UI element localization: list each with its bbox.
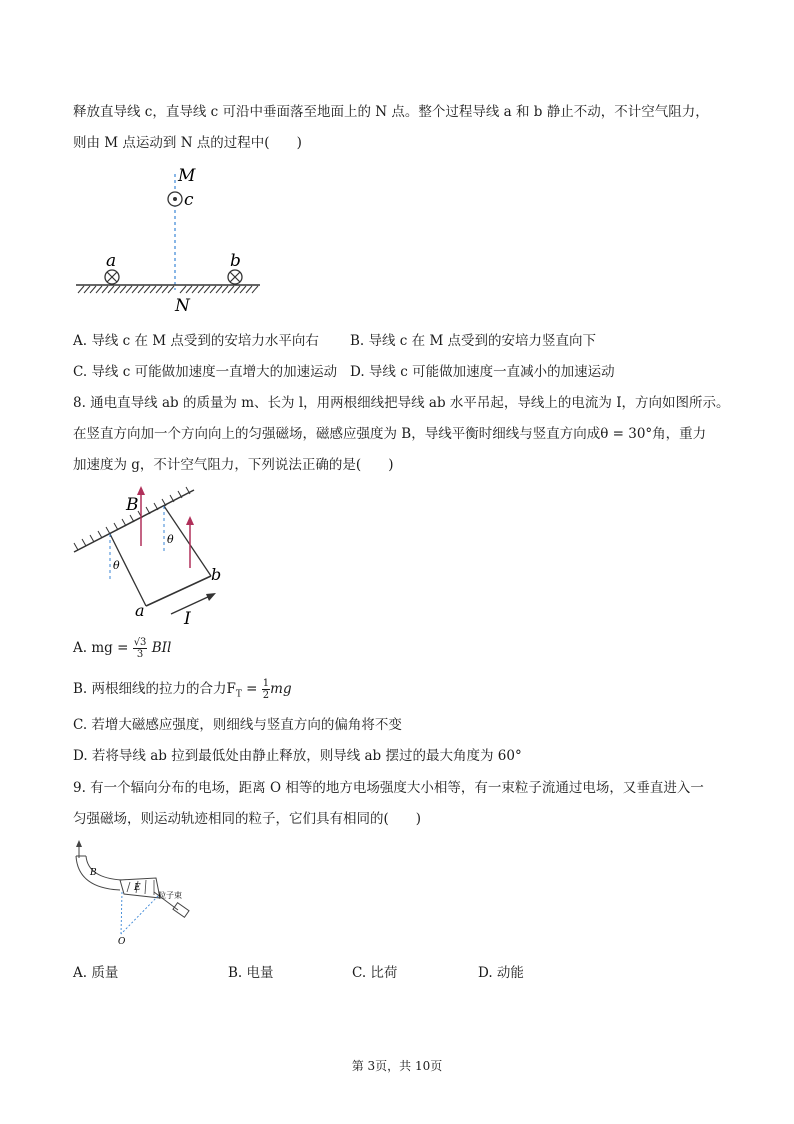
q8-text-line-3: 加速度为 g，不计空气阻力，下列说法正确的是( ) bbox=[73, 457, 394, 473]
q7-option-a: A. 导线 c 在 M 点受到的安培力水平向右 bbox=[73, 333, 319, 349]
q9-option-c: C. 比荷 bbox=[352, 965, 398, 981]
q8-option-b-suffix: mg bbox=[270, 681, 292, 697]
label-particle-beam: 粒子束 bbox=[158, 891, 182, 900]
label-M: M bbox=[178, 166, 196, 186]
q7-option-c: C. 导线 c 可能做加速度一直增大的加速运动 bbox=[73, 364, 338, 380]
label-theta-left: θ bbox=[113, 559, 120, 572]
fraction-denominator: 2 bbox=[262, 690, 270, 701]
label-B-field: B bbox=[126, 495, 139, 515]
q9-option-d: D. 动能 bbox=[478, 965, 524, 981]
q7-figure bbox=[70, 162, 270, 314]
label-c: c bbox=[184, 190, 194, 210]
label-a: a bbox=[106, 251, 117, 271]
page-footer: 第 3页，共 10页 bbox=[351, 1059, 443, 1073]
q8-option-b-prefix: B. 两根细线的拉力的合力F bbox=[73, 681, 236, 697]
q7-option-b: B. 导线 c 在 M 点受到的安培力竖直向下 bbox=[350, 333, 597, 349]
label-B-region: B bbox=[90, 868, 97, 878]
q8-option-d: D. 若将导线 ab 拉到最低处由静止释放，则导线 ab 摆过的最大角度为 60° bbox=[73, 748, 522, 764]
q8-figure bbox=[70, 482, 230, 628]
q7-text-line-2: 则由 M 点运动到 N 点的过程中( ) bbox=[73, 135, 302, 151]
label-a-end: a bbox=[135, 601, 145, 620]
wire-b-cross-icon bbox=[228, 270, 242, 284]
q9-option-a: A. 质量 bbox=[73, 965, 119, 981]
q8-option-a-suffix: BIl bbox=[151, 640, 172, 656]
q9-figure bbox=[70, 840, 200, 952]
q7-option-d: D. 导线 c 可能做加速度一直减小的加速运动 bbox=[350, 364, 615, 380]
q8-text-line-2: 在竖直方向加一个方向向上的匀强磁场，磁感应强度为 B，导线平衡时细线与竖直方向成θ = 30°角，重力 bbox=[73, 426, 707, 442]
label-N: N bbox=[175, 296, 190, 314]
label-E-region: E bbox=[134, 883, 141, 893]
q8-option-a-prefix: A. mg = bbox=[73, 640, 129, 656]
label-b-end: b bbox=[211, 565, 222, 584]
wire-a-cross-icon bbox=[105, 270, 119, 284]
fraction-numerator: 1 bbox=[262, 678, 270, 689]
q8-option-b bbox=[73, 677, 292, 707]
fraction-denominator: 3 bbox=[136, 649, 144, 660]
label-O-center: O bbox=[118, 937, 126, 947]
q9-option-b: B. 电量 bbox=[228, 965, 274, 981]
q8-option-b-equals: = bbox=[241, 681, 262, 697]
q8-option-b-subscript: T bbox=[235, 689, 242, 700]
q9-text-line-1: 9. 有一个辐向分布的电场，距离 O 相等的地方电场强度大小相等，有一束粒子流通过电场，又垂直进入一 bbox=[73, 780, 704, 796]
q8-option-c: C. 若增大磁感应强度，则细线与竖直方向的偏角将不变 bbox=[73, 717, 402, 733]
q9-text-line-2: 匀强磁场，则运动轨迹相同的粒子，它们具有相同的( ) bbox=[73, 811, 422, 827]
q7-text-line-1: 释放直导线 c，直导线 c 可沿中垂面落至地面上的 N 点。整个过程导线 a 和 b 静止不动，不计空气阻力， bbox=[73, 104, 709, 120]
fraction-numerator: √3 bbox=[133, 637, 147, 648]
q8-option-a-fraction bbox=[133, 637, 148, 660]
q8-text-line-1: 8. 通电直导线 ab 的质量为 m、长为 l，用两根细线把导线 ab 水平吊起，导线上的电流为 I，方向如图所示。 bbox=[73, 395, 730, 411]
q8-option-b-fraction bbox=[262, 678, 270, 701]
label-current-I: I bbox=[184, 609, 191, 628]
label-theta-right: θ bbox=[167, 533, 174, 546]
label-b: b bbox=[230, 251, 241, 271]
q8-option-a bbox=[73, 636, 171, 660]
